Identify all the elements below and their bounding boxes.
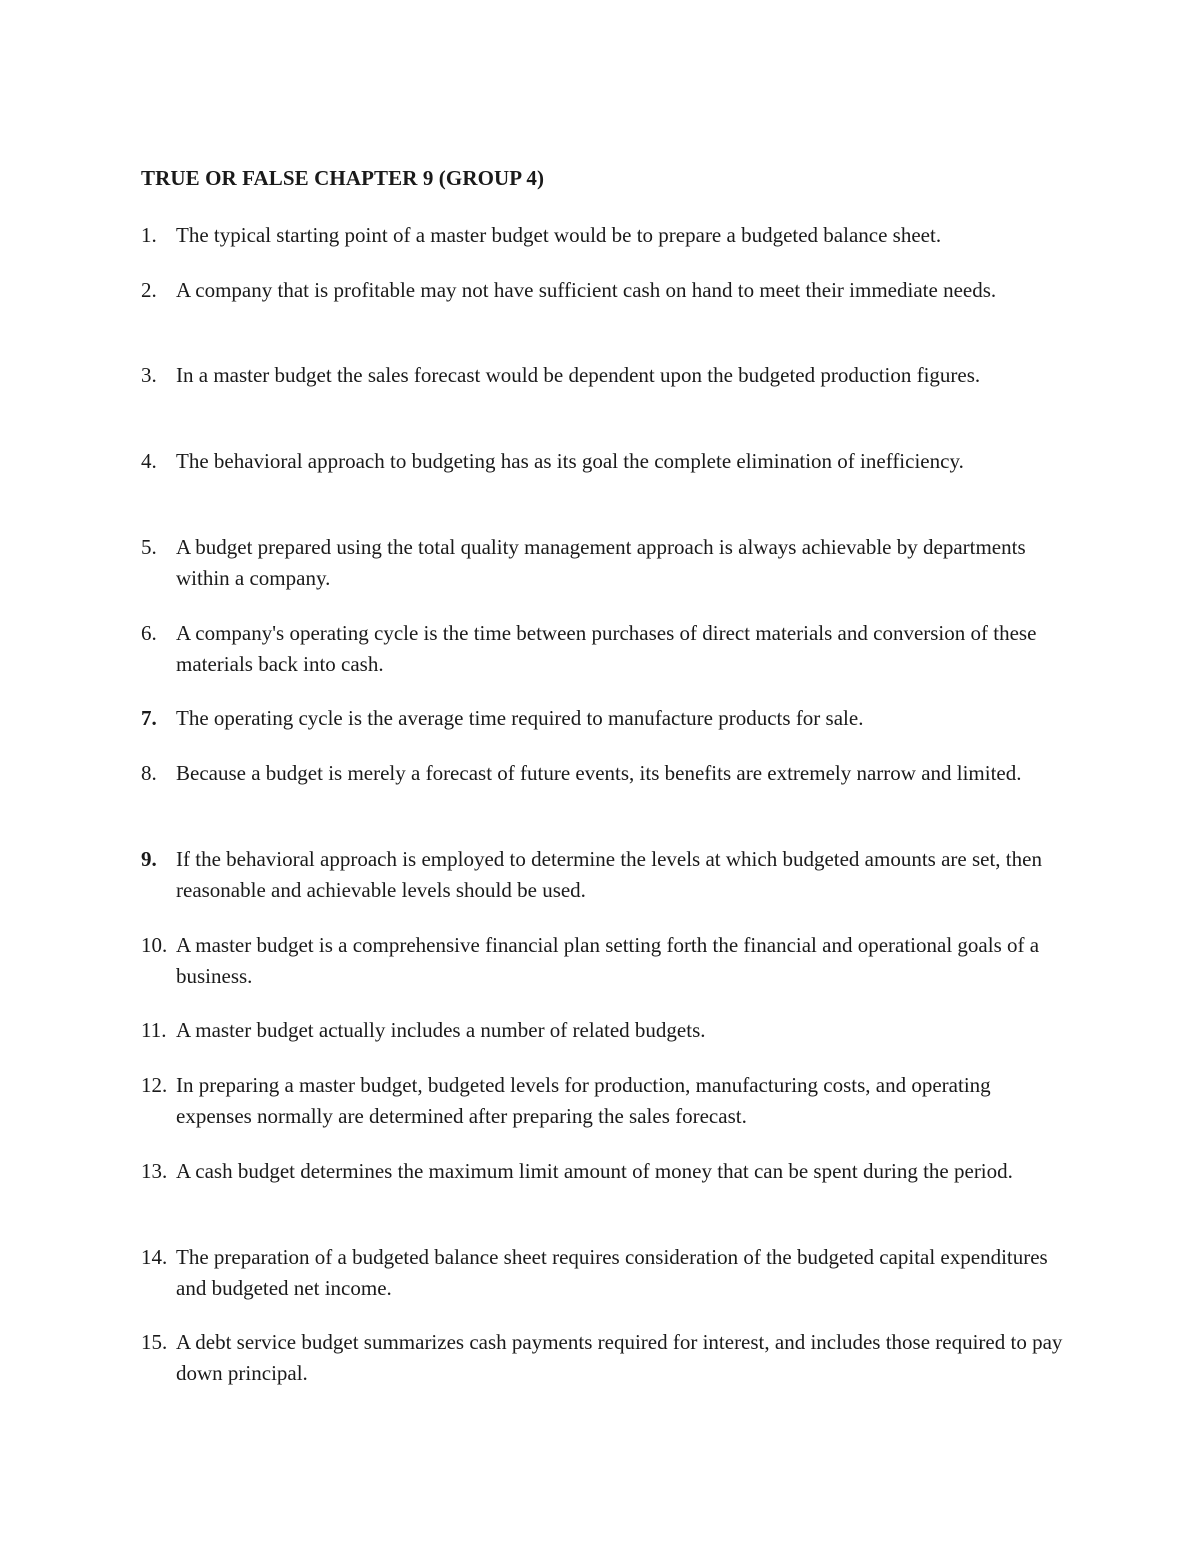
question-number: 13. <box>141 1159 168 1183</box>
question-text: A company that is profitable may not have sufficient cash on hand to meet their immediate needs. <box>176 278 997 302</box>
question-number: 8. <box>141 761 157 785</box>
question-number: 9. <box>141 847 157 871</box>
question-text: A company's operating cycle is the time between purchases of direct materials and conversion of these materials back into cash. <box>176 621 1037 676</box>
question-number: 1. <box>141 223 157 247</box>
question-number: 10. <box>141 933 168 957</box>
question-text: The operating cycle is the average time required to manufacture products for sale. <box>176 706 864 730</box>
question-number: 11. <box>141 1018 167 1042</box>
question-text: Because a budget is merely a forecast of future events, its benefits are extremely narrow and limited. <box>176 761 1022 785</box>
question-number: 5. <box>141 535 157 559</box>
question-text: A debt service budget summarizes cash payments required for interest, and includes those required to pay down principal. <box>176 1330 1063 1385</box>
question-text: A budget prepared using the total quality management approach is always achievable by departments within a company. <box>176 535 1026 590</box>
question-number: 2. <box>141 278 157 302</box>
question-text: The behavioral approach to budgeting has as its goal the complete elimination of inefficiency. <box>176 449 964 473</box>
question-text: A master budget actually includes a number of related budgets. <box>176 1018 706 1042</box>
question-number: 15. <box>141 1330 168 1354</box>
question-text: In a master budget the sales forecast would be dependent upon the budgeted production figures. <box>176 363 981 387</box>
question-number: 4. <box>141 449 157 473</box>
question-text: The preparation of a budgeted balance sheet requires consideration of the budgeted capital expenditures and budgeted net income. <box>176 1245 1048 1300</box>
question-text: A cash budget determines the maximum limit amount of money that can be spent during the period. <box>176 1159 1013 1183</box>
question-text: If the behavioral approach is employed to determine the levels at which budgeted amounts are set, then reasonable and achievable levels should be used. <box>176 847 1042 902</box>
question-number: 6. <box>141 621 157 645</box>
question-number: 3. <box>141 363 157 387</box>
question-number: 7. <box>141 706 157 730</box>
question-number: 14. <box>141 1245 168 1269</box>
question-text: In preparing a master budget, budgeted levels for production, manufacturing costs, and operating expenses normally are determined after preparing the sales forecast. <box>176 1073 991 1128</box>
question-number: 12. <box>141 1073 168 1097</box>
document-title: TRUE OR FALSE CHAPTER 9 (GROUP 4) <box>141 166 545 190</box>
question-text: A master budget is a comprehensive financial plan setting forth the financial and operational goals of a business. <box>176 933 1040 988</box>
question-text: The typical starting point of a master budget would be to prepare a budgeted balance sheet. <box>176 223 942 247</box>
